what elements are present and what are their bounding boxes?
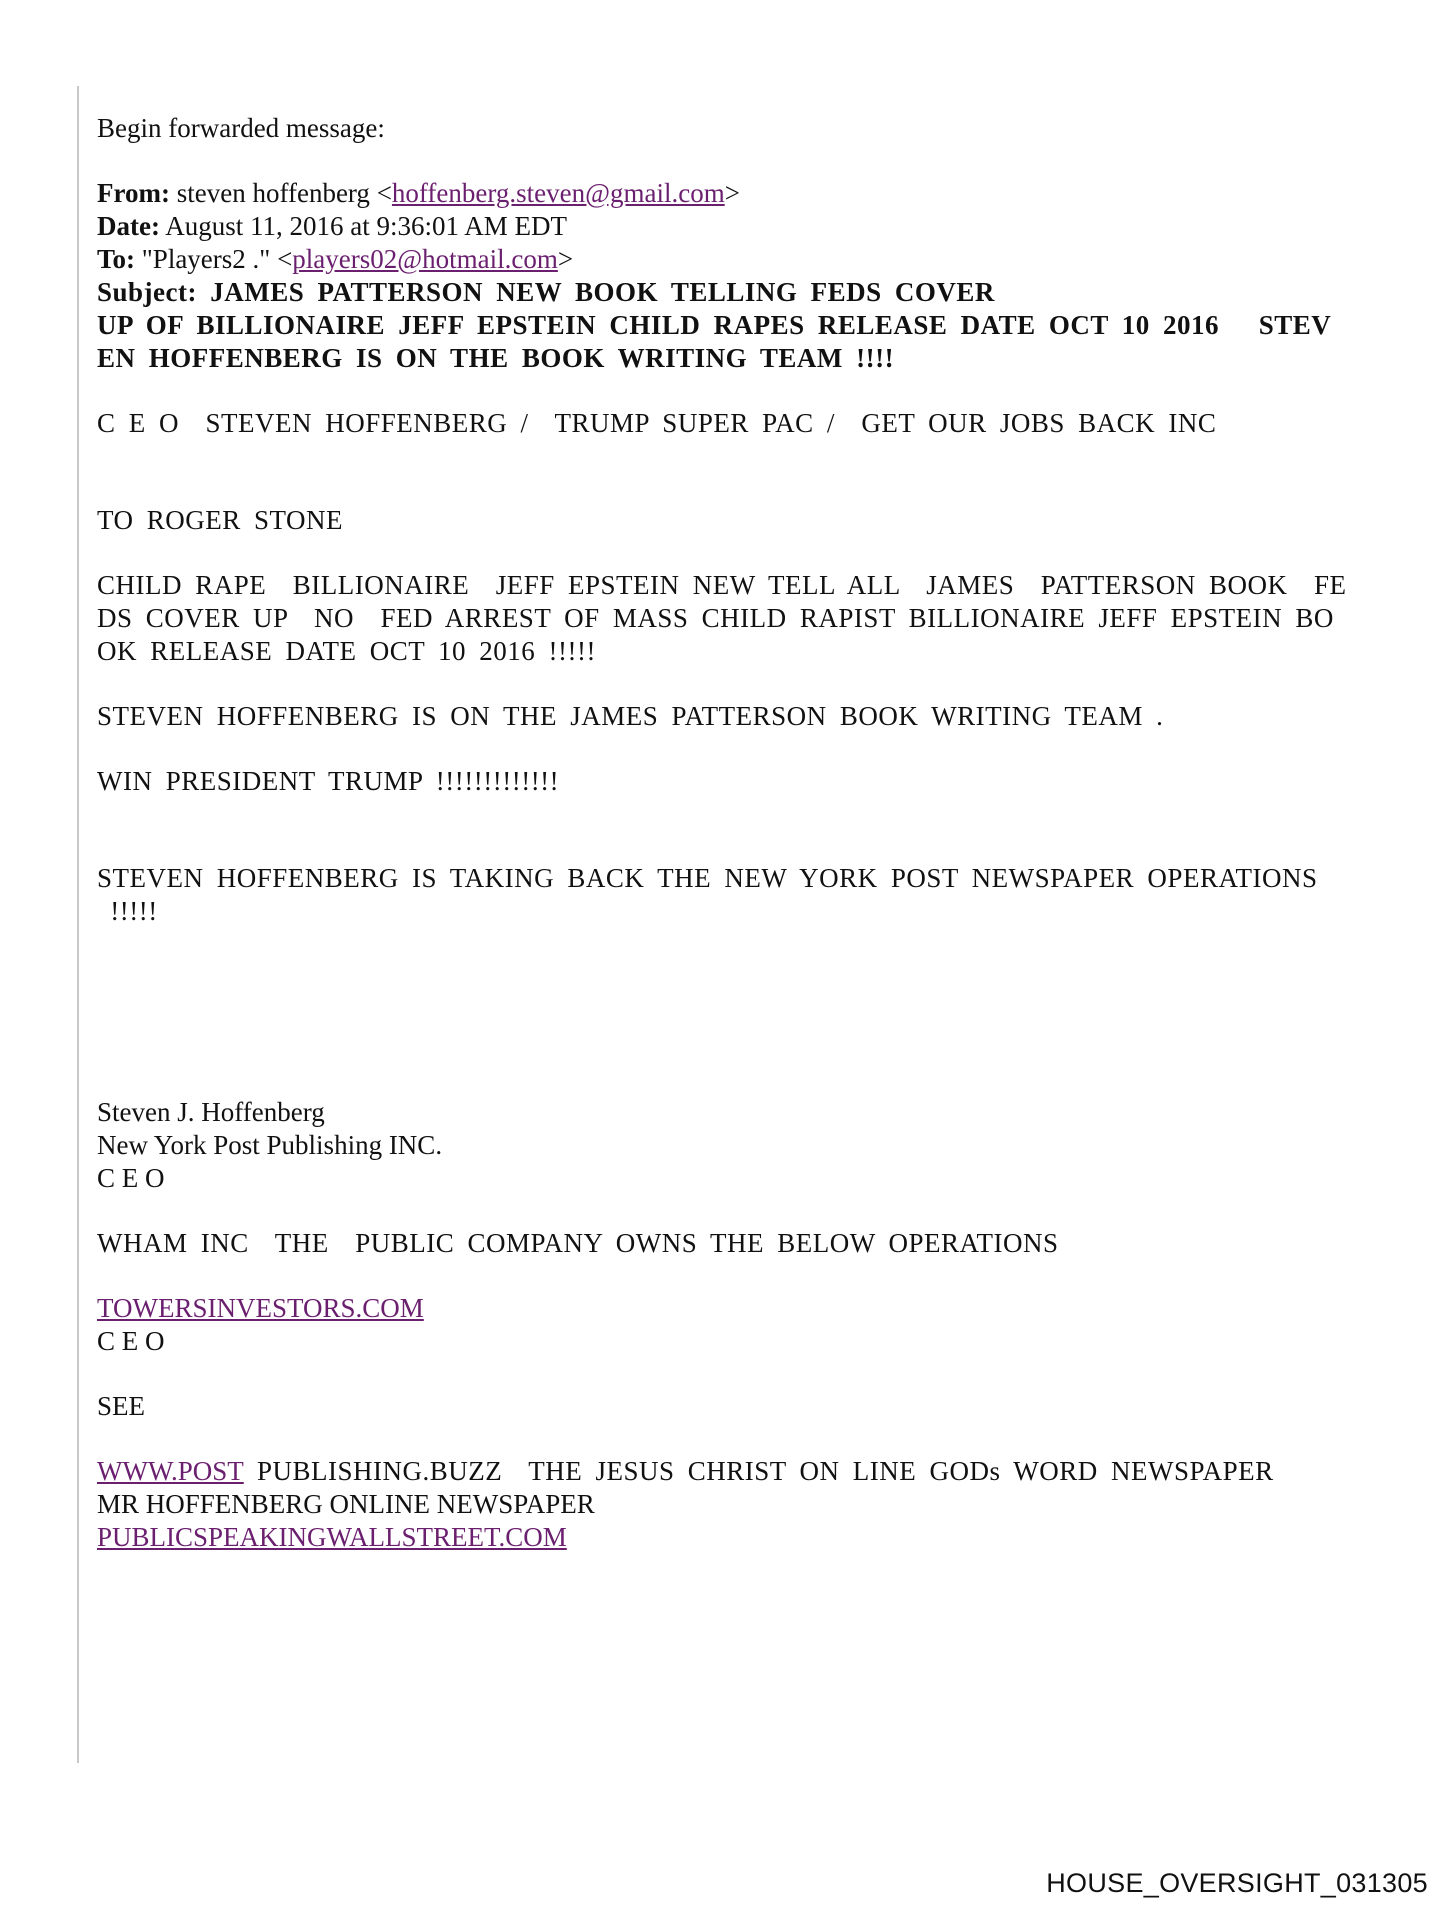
www-rest-text: PUBLISHING.BUZZ THE JESUS CHRIST ON LINE GODs WORD NEWSPAPER — [243, 1456, 1274, 1486]
quote-rule — [77, 86, 79, 1763]
subject-line-3: EN HOFFENBERG IS ON THE BOOK WRITING TEAM !!!! — [97, 343, 895, 373]
date-value: August 11, 2016 at 9:36:01 AM EDT — [165, 211, 567, 241]
signature-title: C E O — [97, 1163, 165, 1193]
email-body — [97, 112, 1362, 1554]
wham-line: WHAM INC THE PUBLIC COMPANY OWNS THE BELOW OPERATIONS — [97, 1228, 1059, 1258]
paragraph-2: STEVEN HOFFENBERG IS ON THE JAMES PATTERSON BOOK WRITING TEAM . — [97, 701, 1164, 731]
towers-link[interactable]: TOWERSINVESTORS.COM — [97, 1293, 424, 1323]
towers-title: C E O — [97, 1326, 165, 1356]
from-email-link[interactable]: hoffenberg.steven@gmail.com — [391, 178, 725, 208]
paragraph-1-line-3: OK RELEASE DATE OCT 10 2016 !!!!! — [97, 636, 596, 666]
from-row: From: steven hoffenberg <hoffenberg.steven@gmail.com> — [97, 178, 740, 208]
paragraph-1-line-2: DS COVER UP NO FED ARREST OF MASS CHILD RAPIST BILLIONAIRE JEFF EPSTEIN BO — [97, 603, 1334, 633]
paragraph-4-line-1: STEVEN HOFFENBERG IS TAKING BACK THE NEW YORK POST NEWSPAPER OPERATIONS — [97, 863, 1318, 893]
signature-name: Steven J. Hoffenberg — [97, 1097, 325, 1127]
to-label: To: — [97, 244, 136, 274]
www-row — [97, 1455, 1362, 1488]
to-row: To: "Players2 ." <players02@hotmail.com> — [97, 244, 574, 274]
ceo-line: C E O STEVEN HOFFENBERG / TRUMP SUPER PAC / GET OUR JOBS BACK INC — [97, 408, 1217, 438]
date-label: Date: — [97, 211, 160, 241]
paragraph-4-line-2: !!!!! — [97, 896, 158, 926]
subject-label: Subject: — [97, 277, 197, 307]
subject-row — [97, 276, 1362, 309]
to-email-link[interactable]: players02@hotmail.com — [292, 244, 558, 274]
forward-intro: Begin forwarded message: — [97, 113, 385, 143]
subject-line-1: JAMES PATTERSON NEW BOOK TELLING FEDS COVER — [210, 277, 995, 307]
towers-row — [97, 1292, 1362, 1325]
see-line: SEE — [97, 1391, 146, 1421]
paragraph-1-line-1: CHILD RAPE BILLIONAIRE JEFF EPSTEIN NEW TELL ALL JAMES PATTERSON BOOK FE — [97, 570, 1347, 600]
online-line: MR HOFFENBERG ONLINE NEWSPAPER — [97, 1489, 595, 1519]
signature-block — [97, 1096, 1362, 1554]
subject-line-2: UP OF BILLIONAIRE JEFF EPSTEIN CHILD RAPES RELEASE DATE OCT 10 2016 STEV — [97, 310, 1332, 340]
public-speaking-link[interactable]: PUBLICSPEAKINGWALLSTREET.COM — [97, 1522, 567, 1552]
recipient-line: TO ROGER STONE — [97, 505, 344, 535]
to-name: "Players2 ." — [141, 244, 271, 274]
date-row — [97, 210, 1362, 243]
signature-company: New York Post Publishing INC. — [97, 1130, 443, 1160]
from-name: steven hoffenberg — [176, 178, 370, 208]
www-post-link[interactable]: WWW.POST — [97, 1456, 244, 1486]
public-row — [97, 1521, 1362, 1554]
paragraph-3: WIN PRESIDENT TRUMP !!!!!!!!!!!!! — [97, 766, 560, 796]
email-header — [97, 177, 1362, 375]
document-id: HOUSE_OVERSIGHT_031305 — [1046, 1868, 1428, 1898]
from-label: From: — [97, 178, 170, 208]
